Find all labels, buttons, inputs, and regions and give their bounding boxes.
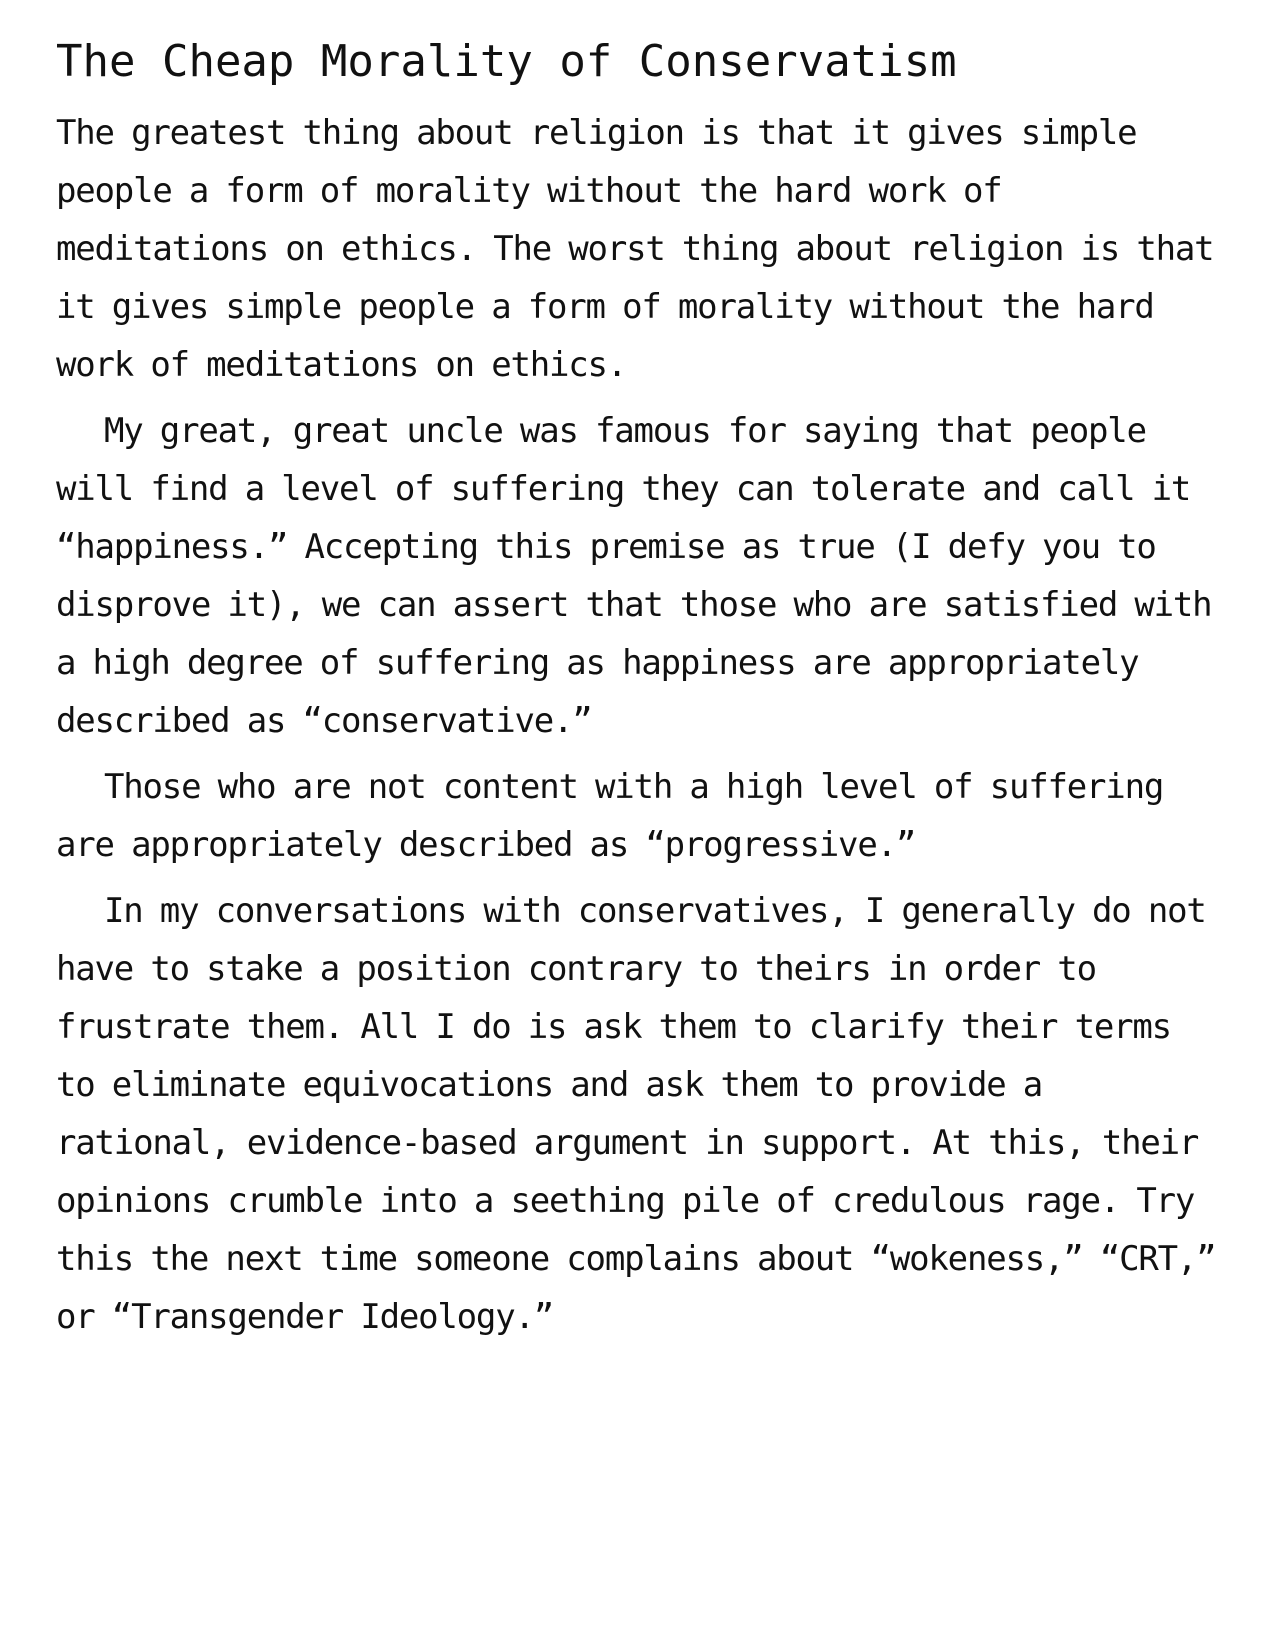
paragraph-conversations: In my conversations with conservatives, I generally do not have to stake a position contrary to theirs in order to frustrate them. All I do is ask them to clarify their terms to eliminate equivocations and ask them to provide a rational, evidence-based argument in support. At this, their opinions crumble into a seething pile of credulous rage. Try this the next time someone complains about “wokeness,” “CRT,” or “Transgender Ideology.” (56, 891, 1216, 1337)
paragraph-suffering: My great, great uncle was famous for saying that people will find a level of suffering they can tolerate and call it “happiness.” Accepting this premise as true (I defy you to disprove it), we can assert that those who are satisfied with a high degree of suffering as happiness are appropriately described as “conservative.” (56, 411, 1212, 741)
paragraph-religion: The greatest thing about religion is that it gives simple people a form of morality without the hard work of meditations on ethics. The worst thing about religion is that it gives simple people a form of morality without the hard work of meditations on ethics. (56, 113, 1214, 385)
document-title: The Cheap Morality of Conservatism (56, 36, 957, 87)
document-page (56, 30, 1216, 1354)
paragraph-progressive: Those who are not content with a high level of suffering are appropriately described as “progressive.” (56, 767, 1164, 865)
